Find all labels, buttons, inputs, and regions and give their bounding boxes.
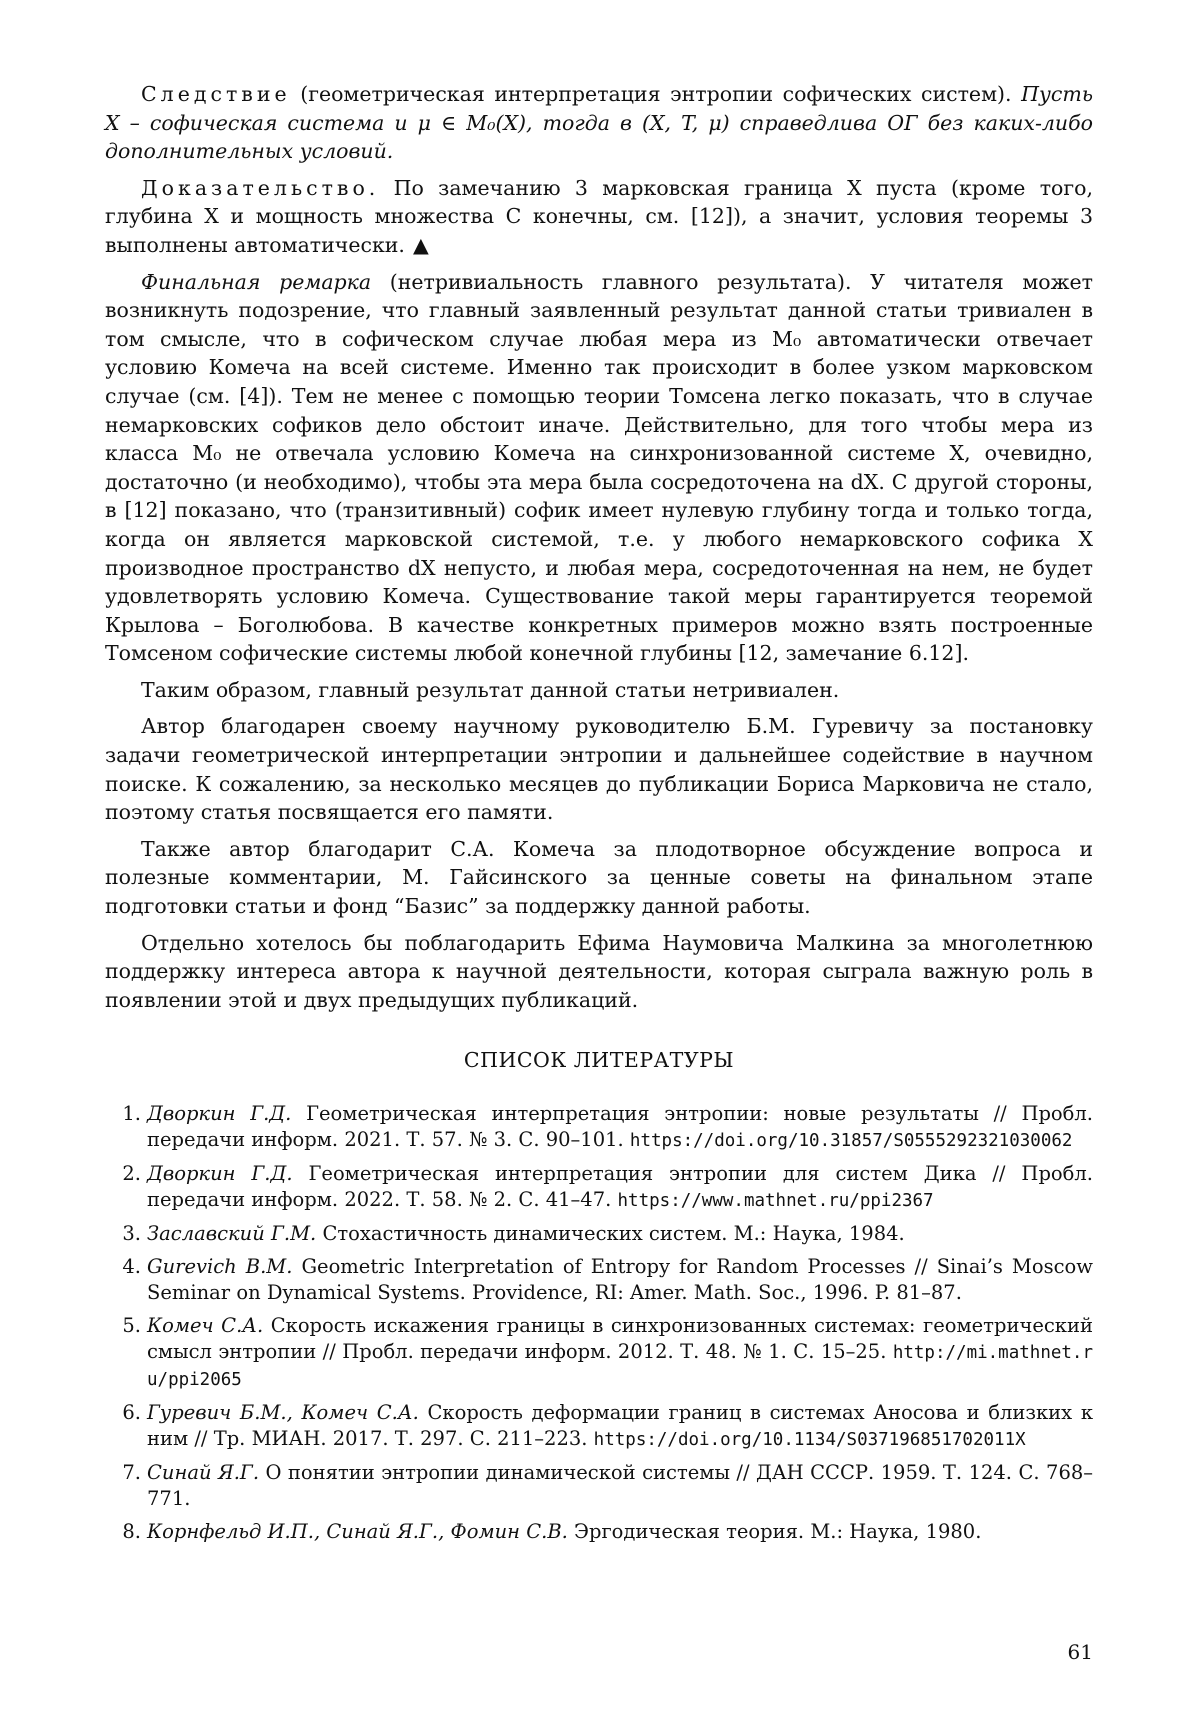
reference-item — [105, 1313, 1093, 1393]
reference-number: 1. — [122, 1102, 141, 1125]
page-number: 61 — [1067, 1640, 1093, 1664]
proof-text: По замечанию 3 марковская граница X пуста (кроме того, глубина X и мощность множества C конечны, см. [12]), а значит, условия теоремы 3 выполнены автоматически. — [105, 175, 1093, 257]
reference-number: 2. — [122, 1162, 141, 1185]
reference-authors: Gurevich B.M. — [147, 1255, 293, 1278]
qed-icon: ▲ — [412, 232, 429, 257]
acknowledgement-paragraph: Отдельно хотелось бы поблагодарить Ефима Наумовича Малкина за многолетнюю поддержку интереса автора к научной деятельности, которая сыграла важную роль в появлении этой и двух предыдущих публикаций. — [105, 930, 1093, 1012]
reference-number: 6. — [122, 1401, 141, 1424]
reference-number: 5. — [122, 1314, 141, 1337]
reference-text: О понятии энтропии динамической системы // ДАН СССР. 1959. Т. 124. С. 768–771. — [147, 1461, 1094, 1510]
page-body — [105, 80, 1093, 1552]
corollary-title: (геометрическая интерпретация энтропии софических систем). — [290, 82, 1012, 106]
reference-authors: Заславский Г.М. — [147, 1222, 317, 1245]
final-remark-label: Финальная ремарка — [141, 269, 372, 294]
reference-authors: Гуревич Б.М., Комеч С.А. — [147, 1401, 419, 1424]
reference-link[interactable]: https://www.mathnet.ru/ppi2367 — [617, 1191, 934, 1211]
final-remark — [105, 268, 1093, 668]
reference-text: Скорость искажения границы в синхронизованных системах: геометрический смысл энтропии // Пробл. передачи информ. 2012. Т. 48. № 1. С. 15–25. — [147, 1314, 1093, 1363]
reference-text: Геометрическая интерпретация энтропии для систем Дика // Пробл. передачи информ. 2022. Т. 58. № 2. С. 41–47. — [147, 1162, 1093, 1211]
reference-number: 3. — [122, 1222, 141, 1245]
reference-text: Geometric Interpretation of Entropy for Random Processes // Sinai’s Moscow Seminar on Dynamical Systems. Providence, RI: Amer. Math. Soc., 1996. P. 81–87. — [147, 1255, 1093, 1304]
reference-authors: Дворкин Г.Д. — [147, 1102, 292, 1125]
reference-number: 8. — [122, 1520, 141, 1543]
conclusion-paragraph: Таким образом, главный результат данной статьи нетривиален. — [141, 677, 840, 702]
reference-item — [105, 1400, 1093, 1453]
reference-text: Скорость деформации границ в системах Аносова и близких к ним // Тр. МИАН. 2017. Т. 297. С. 211–223. — [147, 1401, 1094, 1450]
reference-authors: Комеч С.А. — [147, 1314, 264, 1337]
proof-label: Доказательство. — [141, 175, 380, 200]
corollary — [105, 80, 1093, 166]
corollary-label: Следствие — [141, 82, 291, 106]
reference-item — [105, 1101, 1093, 1154]
reference-authors: Синай Я.Г. — [147, 1461, 260, 1484]
acknowledgement-paragraph: Также автор благодарит С.А. Комеча за плодотворное обсуждение вопроса и полезные комментарии, М. Гайсинского за ценные советы на финальном этапе подготовки статьи и фонд “Базис” за поддержку данной работы. — [105, 836, 1093, 919]
reference-item — [105, 1161, 1093, 1214]
reference-link[interactable]: https://doi.org/10.1134/S037196851702011X — [593, 1430, 1026, 1450]
acknowledgement-paragraph: Автор благодарен своему научному руководителю Б.М. Гуревичу за постановку задачи геометрической интерпретации энтропии и дальнейшее содействие в научном поиске. К сожалению, за несколько месяцев до публикации Бориса Марковича не стало, поэтому статья посвящается его памяти. — [105, 714, 1093, 825]
reference-item — [105, 1221, 1093, 1247]
reference-link[interactable]: https://doi.org/10.31857/S0555292321030062 — [629, 1131, 1073, 1151]
corollary-statement: Пусть X – софическая система и μ ∈ M₀(X), тогда в (X, T, μ) справедлива ОГ без каких-либо дополнительных условий. — [105, 82, 1093, 164]
reference-text: Стохастичность динамических систем. М.: Наука, 1984. — [316, 1222, 905, 1245]
reference-link[interactable]: http://mi.mathnet.ru/ppi2065 — [147, 1343, 1093, 1390]
reference-number: 7. — [122, 1461, 141, 1484]
reference-item — [105, 1519, 1093, 1545]
reference-text: Геометрическая интерпретация энтропии: новые результаты // Пробл. передачи информ. 2021. Т. 57. № 3. С. 90–101. — [147, 1102, 1093, 1151]
reference-authors: Корнфельд И.П., Синай Я.Г., Фомин С.В. — [147, 1520, 568, 1543]
references-title: СПИСОК ЛИТЕРАТУРЫ — [463, 1048, 735, 1073]
reference-list — [105, 1101, 1093, 1545]
reference-number: 4. — [122, 1255, 141, 1278]
reference-authors: Дворкин Г.Д. — [147, 1162, 293, 1185]
final-remark-text: (нетривиальность главного результата). У читателя может возникнуть подозрение, что главный заявленный результат данной статьи тривиален в том смысле, что в софическом случае любая мера из M₀ автоматически отвечает условию Комеча на всей системе. Именно так происходит в более узком марковском случае (см. [4]). Тем не менее с помощью теории Томсена легко показать, что в случае немарковских софиков дело обстоит иначе. Действительно, для того чтобы мера из класса M₀ не отвечала условию Комеча на синхронизованной системе X, очевидно, достаточно (и необходимо), чтобы эта мера была сосредоточена на dX. С другой стороны, в [12] показано, что (транзитивный) софик имеет нулевую глубину тогда и только тогда, когда он является марковской системой, т.е. у любого немарковского софика X производное пространство dX непусто, и любая мера, сосредоточенная на нем, не будет удовлетворять условию Комеча. Существование такой меры гарантируется теоремой Крылова – Боголюбова. В качестве конкретных примеров можно взять построенные Томсеном софические системы любой конечной глубины [12, замечание 6.12]. — [105, 269, 1093, 666]
reference-item — [105, 1254, 1093, 1306]
reference-item — [105, 1460, 1093, 1512]
proof — [105, 174, 1093, 260]
reference-text: Эргодическая теория. М.: Наука, 1980. — [567, 1520, 982, 1543]
